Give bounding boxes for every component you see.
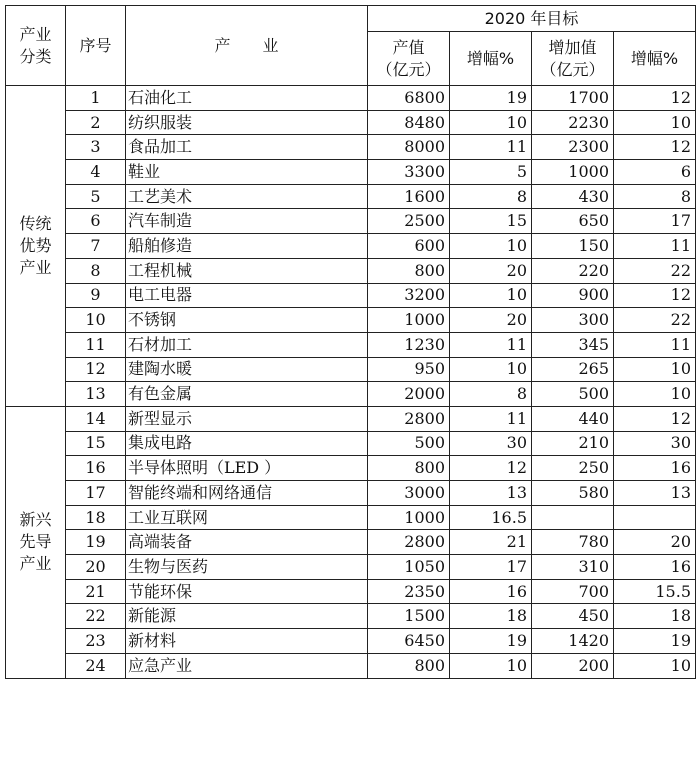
value-added-growth-cell: 10 bbox=[614, 653, 696, 678]
index-cell: 12 bbox=[66, 357, 126, 382]
industry-name-cell: 电工电器 bbox=[126, 283, 368, 308]
table-header bbox=[6, 6, 696, 86]
industry-name-cell: 新能源 bbox=[126, 604, 368, 629]
table-row bbox=[6, 505, 696, 530]
industry-name-cell: 船舶修造 bbox=[126, 234, 368, 259]
output-growth-cell: 21 bbox=[450, 530, 532, 555]
value-added-cell: 440 bbox=[532, 406, 614, 431]
table-row bbox=[6, 234, 696, 259]
value-added-cell: 210 bbox=[532, 431, 614, 456]
output-cell: 600 bbox=[368, 234, 450, 259]
header-value-added-growth: 增幅% bbox=[614, 32, 696, 86]
index-cell: 3 bbox=[66, 135, 126, 160]
value-added-growth-cell: 11 bbox=[614, 332, 696, 357]
index-cell: 4 bbox=[66, 160, 126, 185]
output-growth-cell: 11 bbox=[450, 135, 532, 160]
output-growth-cell: 16 bbox=[450, 579, 532, 604]
table-row bbox=[6, 184, 696, 209]
index-cell: 10 bbox=[66, 308, 126, 333]
index-cell: 6 bbox=[66, 209, 126, 234]
industry-name-cell: 生物与医药 bbox=[126, 555, 368, 580]
table-row bbox=[6, 629, 696, 654]
value-added-cell: 150 bbox=[532, 234, 614, 259]
value-added-cell: 780 bbox=[532, 530, 614, 555]
table-row bbox=[6, 209, 696, 234]
industry-name-cell: 石油化工 bbox=[126, 86, 368, 111]
index-cell: 15 bbox=[66, 431, 126, 456]
value-added-growth-cell: 16 bbox=[614, 555, 696, 580]
table-row bbox=[6, 258, 696, 283]
value-added-cell: 700 bbox=[532, 579, 614, 604]
value-added-growth-cell: 10 bbox=[614, 110, 696, 135]
table-row bbox=[6, 110, 696, 135]
output-cell: 2350 bbox=[368, 579, 450, 604]
table-row bbox=[6, 332, 696, 357]
output-growth-cell: 5 bbox=[450, 160, 532, 185]
value-added-cell: 650 bbox=[532, 209, 614, 234]
value-added-cell: 430 bbox=[532, 184, 614, 209]
value-added-growth-cell: 11 bbox=[614, 234, 696, 259]
output-cell: 2000 bbox=[368, 382, 450, 407]
output-cell: 3000 bbox=[368, 481, 450, 506]
output-cell: 1600 bbox=[368, 184, 450, 209]
industry-name-cell: 智能终端和网络通信 bbox=[126, 481, 368, 506]
output-growth-cell: 8 bbox=[450, 382, 532, 407]
value-added-growth-cell: 10 bbox=[614, 382, 696, 407]
industry-name-cell: 工程机械 bbox=[126, 258, 368, 283]
output-cell: 2800 bbox=[368, 406, 450, 431]
header-target: 2020 年目标 bbox=[368, 6, 696, 32]
output-cell: 1000 bbox=[368, 505, 450, 530]
value-added-cell: 300 bbox=[532, 308, 614, 333]
industry-name-cell: 工艺美术 bbox=[126, 184, 368, 209]
index-cell: 9 bbox=[66, 283, 126, 308]
value-added-growth-cell: 20 bbox=[614, 530, 696, 555]
output-cell: 1500 bbox=[368, 604, 450, 629]
output-cell: 3200 bbox=[368, 283, 450, 308]
header-index: 序号 bbox=[66, 6, 126, 86]
value-added-cell: 200 bbox=[532, 653, 614, 678]
output-cell: 6800 bbox=[368, 86, 450, 111]
table-row bbox=[6, 283, 696, 308]
table-row bbox=[6, 406, 696, 431]
value-added-cell: 345 bbox=[532, 332, 614, 357]
value-added-growth-cell: 17 bbox=[614, 209, 696, 234]
header-industry: 产 业 bbox=[126, 6, 368, 86]
value-added-growth-cell: 13 bbox=[614, 481, 696, 506]
index-cell: 13 bbox=[66, 382, 126, 407]
index-cell: 16 bbox=[66, 456, 126, 481]
value-added-cell: 310 bbox=[532, 555, 614, 580]
table-row bbox=[6, 579, 696, 604]
output-cell: 2500 bbox=[368, 209, 450, 234]
output-growth-cell: 10 bbox=[450, 283, 532, 308]
output-growth-cell: 10 bbox=[450, 234, 532, 259]
industry-name-cell: 新型显示 bbox=[126, 406, 368, 431]
output-growth-cell: 15 bbox=[450, 209, 532, 234]
output-cell: 500 bbox=[368, 431, 450, 456]
value-added-cell: 1700 bbox=[532, 86, 614, 111]
output-cell: 6450 bbox=[368, 629, 450, 654]
output-cell: 800 bbox=[368, 258, 450, 283]
industry-name-cell: 半导体照明（LED ） bbox=[126, 456, 368, 481]
value-added-growth-cell: 12 bbox=[614, 135, 696, 160]
output-growth-cell: 13 bbox=[450, 481, 532, 506]
industry-name-cell: 高端装备 bbox=[126, 530, 368, 555]
output-growth-cell: 19 bbox=[450, 629, 532, 654]
output-cell: 950 bbox=[368, 357, 450, 382]
output-cell: 3300 bbox=[368, 160, 450, 185]
output-growth-cell: 11 bbox=[450, 406, 532, 431]
output-cell: 8000 bbox=[368, 135, 450, 160]
table-row bbox=[6, 530, 696, 555]
value-added-growth-cell: 10 bbox=[614, 357, 696, 382]
output-cell: 2800 bbox=[368, 530, 450, 555]
output-growth-cell: 8 bbox=[450, 184, 532, 209]
value-added-cell: 2230 bbox=[532, 110, 614, 135]
index-cell: 18 bbox=[66, 505, 126, 530]
index-cell: 20 bbox=[66, 555, 126, 580]
output-growth-cell: 20 bbox=[450, 258, 532, 283]
output-growth-cell: 19 bbox=[450, 86, 532, 111]
header-output-growth: 增幅% bbox=[450, 32, 532, 86]
value-added-cell: 250 bbox=[532, 456, 614, 481]
output-cell: 8480 bbox=[368, 110, 450, 135]
value-added-growth-cell: 6 bbox=[614, 160, 696, 185]
value-added-growth-cell: 8 bbox=[614, 184, 696, 209]
industry-name-cell: 应急产业 bbox=[126, 653, 368, 678]
value-added-growth-cell: 12 bbox=[614, 86, 696, 111]
industry-name-cell: 有色金属 bbox=[126, 382, 368, 407]
output-cell: 800 bbox=[368, 653, 450, 678]
output-cell: 1230 bbox=[368, 332, 450, 357]
index-cell: 14 bbox=[66, 406, 126, 431]
value-added-growth-cell: 16 bbox=[614, 456, 696, 481]
index-cell: 7 bbox=[66, 234, 126, 259]
output-growth-cell: 18 bbox=[450, 604, 532, 629]
industry-name-cell: 纺织服装 bbox=[126, 110, 368, 135]
category-cell: 传统 优势 产业 bbox=[6, 86, 66, 407]
industry-name-cell: 石材加工 bbox=[126, 332, 368, 357]
category-cell: 新兴 先导 产业 bbox=[6, 406, 66, 678]
output-growth-cell: 12 bbox=[450, 456, 532, 481]
industry-name-cell: 节能环保 bbox=[126, 579, 368, 604]
table-row bbox=[6, 382, 696, 407]
index-cell: 22 bbox=[66, 604, 126, 629]
table-row bbox=[6, 308, 696, 333]
table-body bbox=[6, 86, 696, 679]
value-added-growth-cell: 22 bbox=[614, 258, 696, 283]
output-growth-cell: 10 bbox=[450, 110, 532, 135]
table-row bbox=[6, 160, 696, 185]
table-row bbox=[6, 481, 696, 506]
value-added-cell: 1420 bbox=[532, 629, 614, 654]
value-added-cell: 265 bbox=[532, 357, 614, 382]
value-added-growth-cell: 12 bbox=[614, 283, 696, 308]
output-growth-cell: 30 bbox=[450, 431, 532, 456]
value-added-growth-cell: 12 bbox=[614, 406, 696, 431]
index-cell: 11 bbox=[66, 332, 126, 357]
value-added-cell bbox=[532, 505, 614, 530]
value-added-cell: 450 bbox=[532, 604, 614, 629]
industry-target-table bbox=[5, 5, 696, 679]
industry-name-cell: 新材料 bbox=[126, 629, 368, 654]
table-row bbox=[6, 604, 696, 629]
output-growth-cell: 17 bbox=[450, 555, 532, 580]
header-output: 产值 （亿元） bbox=[368, 32, 450, 86]
value-added-growth-cell: 18 bbox=[614, 604, 696, 629]
industry-name-cell: 工业互联网 bbox=[126, 505, 368, 530]
table-row bbox=[6, 86, 696, 111]
value-added-growth-cell: 19 bbox=[614, 629, 696, 654]
value-added-cell: 220 bbox=[532, 258, 614, 283]
index-cell: 19 bbox=[66, 530, 126, 555]
output-growth-cell: 10 bbox=[450, 653, 532, 678]
index-cell: 21 bbox=[66, 579, 126, 604]
value-added-cell: 1000 bbox=[532, 160, 614, 185]
value-added-growth-cell: 15.5 bbox=[614, 579, 696, 604]
output-cell: 800 bbox=[368, 456, 450, 481]
table-row bbox=[6, 653, 696, 678]
industry-name-cell: 食品加工 bbox=[126, 135, 368, 160]
output-growth-cell: 10 bbox=[450, 357, 532, 382]
value-added-cell: 500 bbox=[532, 382, 614, 407]
header-value-added: 增加值 （亿元） bbox=[532, 32, 614, 86]
value-added-cell: 900 bbox=[532, 283, 614, 308]
value-added-cell: 580 bbox=[532, 481, 614, 506]
table-row bbox=[6, 357, 696, 382]
industry-name-cell: 汽车制造 bbox=[126, 209, 368, 234]
industry-name-cell: 建陶水暖 bbox=[126, 357, 368, 382]
industry-name-cell: 不锈钢 bbox=[126, 308, 368, 333]
output-growth-cell: 20 bbox=[450, 308, 532, 333]
index-cell: 1 bbox=[66, 86, 126, 111]
output-cell: 1000 bbox=[368, 308, 450, 333]
value-added-growth-cell: 22 bbox=[614, 308, 696, 333]
industry-name-cell: 鞋业 bbox=[126, 160, 368, 185]
output-cell: 1050 bbox=[368, 555, 450, 580]
value-added-growth-cell bbox=[614, 505, 696, 530]
header-category: 产业 分类 bbox=[6, 6, 66, 86]
table-row bbox=[6, 555, 696, 580]
table-row bbox=[6, 456, 696, 481]
index-cell: 2 bbox=[66, 110, 126, 135]
value-added-cell: 2300 bbox=[532, 135, 614, 160]
table-row bbox=[6, 135, 696, 160]
output-growth-cell: 11 bbox=[450, 332, 532, 357]
output-growth-cell: 16.5 bbox=[450, 505, 532, 530]
index-cell: 5 bbox=[66, 184, 126, 209]
industry-name-cell: 集成电路 bbox=[126, 431, 368, 456]
index-cell: 24 bbox=[66, 653, 126, 678]
index-cell: 17 bbox=[66, 481, 126, 506]
value-added-growth-cell: 30 bbox=[614, 431, 696, 456]
index-cell: 8 bbox=[66, 258, 126, 283]
index-cell: 23 bbox=[66, 629, 126, 654]
table-row bbox=[6, 431, 696, 456]
